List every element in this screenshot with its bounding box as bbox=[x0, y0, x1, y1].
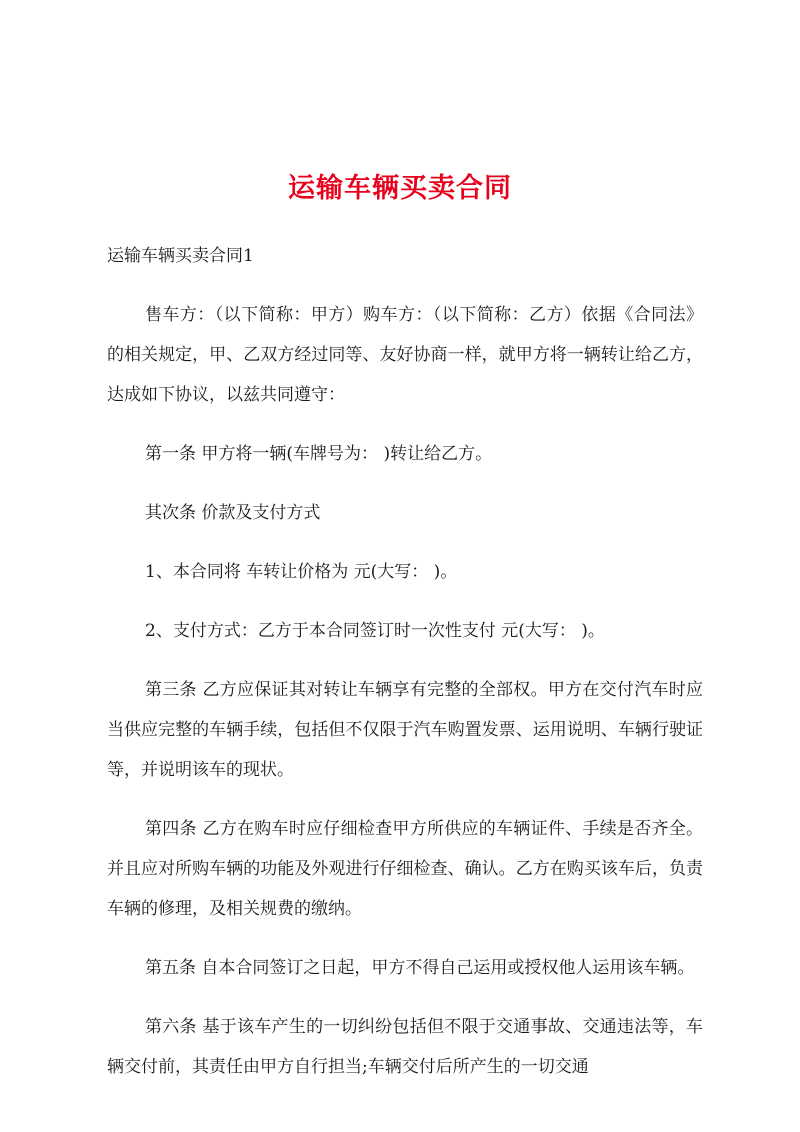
paragraph-parties: 售车方：（以下简称：甲方）购车方：（以下简称：乙方）依据《合同法》的相关规定，甲、乙双方经过同等、友好协商一样，就甲方将一辆转让给乙方，达成如下协议，以兹共同遵守： bbox=[107, 305, 703, 405]
contract-subtitle: 运输车辆买卖合同1 bbox=[107, 246, 254, 266]
document-body bbox=[107, 236, 703, 1087]
paragraph-article-3: 第三条 乙方应保证其对转让车辆享有完整的全部权。甲方在交付汽车时应当供应完整的车辆手续，包括但不仅限于汽车购置发票、运用说明、车辆行驶证等，并说明该车的现状。 bbox=[107, 680, 703, 780]
paragraph-price: 1、本合同将 车转让价格为 元(大写： )。 bbox=[145, 562, 458, 582]
paragraph-article-6: 第六条 基于该车产生的一切纠纷包括但不限于交通事故、交通违法等，车辆交付前，其责任由甲方自行担当;车辆交付后所产生的一切交通 bbox=[107, 1017, 703, 1077]
document-title: 运输车辆买卖合同 bbox=[288, 173, 512, 204]
paragraph-article-4: 第四条 乙方在购车时应仔细检查甲方所供应的车辆证件、手续是否齐全。并且应对所购车辆的功能及外观进行仔细检查、确认。乙方在购买该车后，负责车辆的修理，及相关规费的缴纳。 bbox=[107, 819, 703, 919]
paragraph-article-2: 其次条 价款及支付方式 bbox=[145, 503, 321, 523]
paragraph-article-5: 第五条 自本合同签订之日起，甲方不得自己运用或授权他人运用该车辆。 bbox=[145, 958, 695, 978]
paragraph-payment: 2、支付方式：乙方于本合同签订时一次性支付 元(大写： )。 bbox=[145, 621, 605, 641]
paragraph-article-1: 第一条 甲方将一辆(车牌号为： )转让给乙方。 bbox=[145, 444, 493, 464]
